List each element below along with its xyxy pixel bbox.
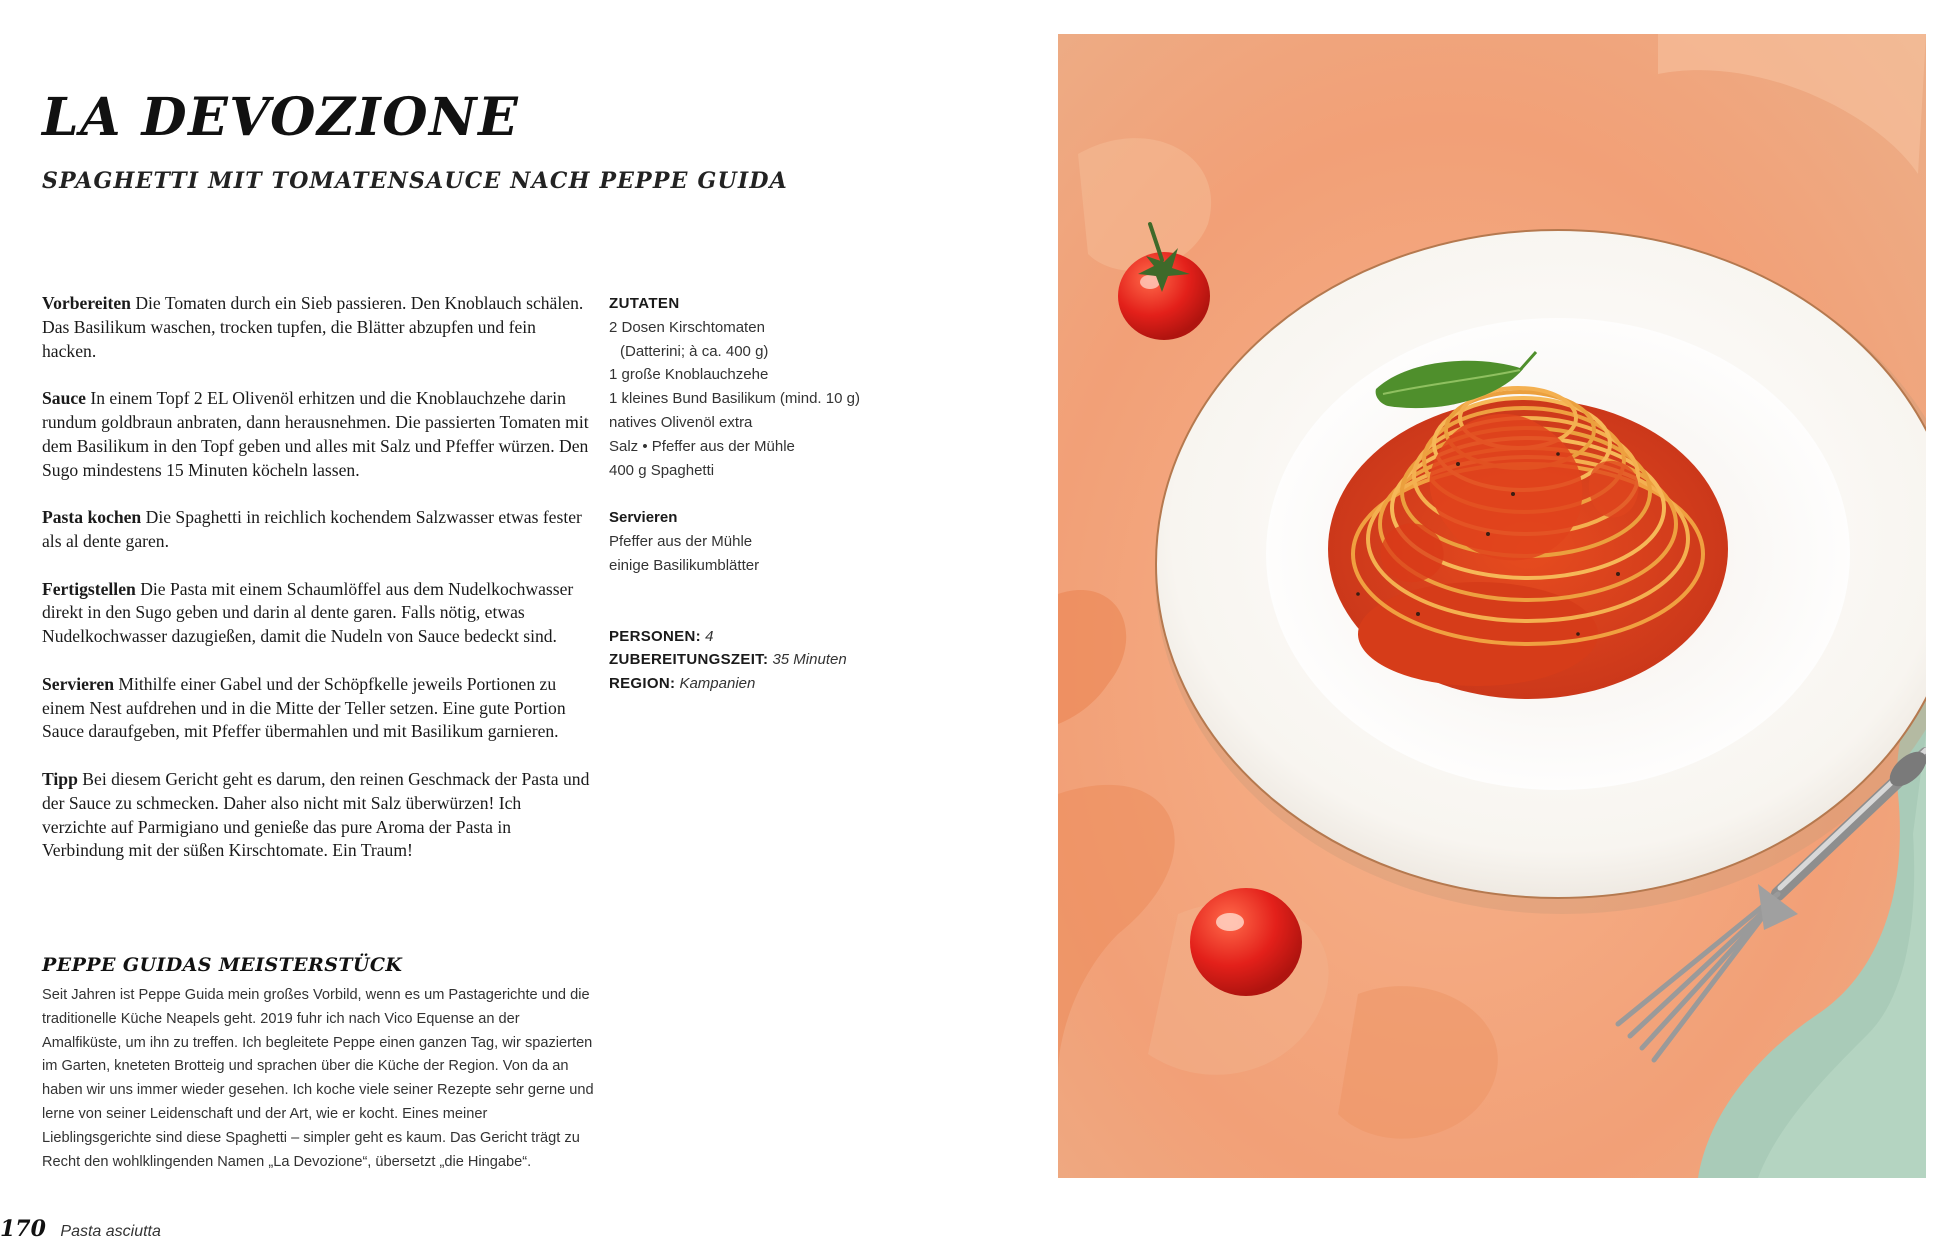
step-text: In einem Topf 2 EL Olivenöl erhitzen und die Knoblauchzehe darin rundum goldbraun anbraten, dann herausnehmen. Die passierten Tomaten mit dem Basilikum in den Topf geben und alles mit Salz und Pfeffer würzen. Den Sugo mindestens 15 Minuten köcheln lassen. (42, 388, 589, 480)
step-label: Vorbereiten (42, 293, 131, 313)
step-label: Fertigstellen (42, 578, 136, 599)
meta-region (609, 672, 869, 696)
step-tip (42, 768, 590, 863)
ingredient-item: 2 Dosen Kirschtomaten (609, 318, 765, 336)
recipe-title: LA DEVOZIONE (42, 87, 520, 148)
page-footer (0, 1216, 161, 1242)
step-sauce (42, 387, 590, 482)
step-label: Tipp (42, 768, 78, 789)
step-label: Pasta kochen (42, 507, 142, 528)
recipe-meta (609, 625, 869, 696)
cherry-tomato-bottom (1190, 888, 1302, 996)
sidebar-story-title: PEPPE GUIDAS MEISTERSTÜCK (42, 954, 403, 976)
page-number: 170 (0, 1216, 46, 1242)
meta-label: ZUBEREITUNGSZEIT: (609, 651, 769, 669)
sidebar-story-text: Seit Jahren ist Peppe Guida mein großes Vorbild, wenn es um Pastagerichte und die traditionelle Küche Neapels geht. 2019 fuhr ich nach Vico Equense an der Amalfiküste, um ihn zu treffen. Ich begleitete Peppe einen ganzen Tag, wir spazierten im Garten, kneteten Brotteig und sprachen über die Küche der Region. Von da an haben wir uns immer wieder gesehen. Ich koche viele seiner Rezepte sehr gerne und lerne von seiner Leidenschaft und der Art, wie er kocht. Eines meiner Lieblingsgerichte sind diese Spaghetti – simpler geht es kaum. Das Gericht trägt zu Recht den wohlklingenden Namen „La Devozione“, übersetzt „die Hingabe“. (42, 987, 594, 1170)
preparation-steps (42, 292, 590, 887)
meta-persons (609, 625, 869, 649)
step-text: Die Pasta mit einem Schaumlöffel aus dem Nudelkochwasser direkt in den Sugo geben und darin al dente garen. Falls nötig, etwas Nudelkochwasser dazugießen, damit die Nudeln von Sauce bedeckt sind. (42, 578, 574, 647)
step-label: Sauce (42, 388, 86, 409)
spaghetti-photo-illustration (1058, 34, 1926, 1178)
ingredient-item: 1 große Knoblauchzehe (609, 366, 769, 384)
meta-time (609, 648, 869, 672)
ingredient-item: (Datterini; à ca. 400 g) (620, 342, 769, 360)
serving-item: Pfeffer aus der Mühle (609, 532, 753, 550)
ingredient-item: 400 g Spaghetti (609, 461, 715, 479)
step-text: Die Spaghetti in reichlich kochendem Salzwasser etwas fester als al dente garen. (42, 507, 582, 551)
ingredient-item: natives Olivenöl extra (609, 413, 753, 431)
recipe-subtitle: SPAGHETTI MIT TOMATENSAUCE NACH PEPPE GUIDA (42, 168, 788, 194)
meta-value: Kampanien (679, 675, 756, 693)
step-text: Die Tomaten durch ein Sieb passieren. Den Knoblauch schälen. Das Basilikum waschen, trocken tupfen, die Blätter abzupfen und fein hacken. (42, 293, 584, 361)
step-label: Servieren (42, 673, 114, 694)
ingredients-column (609, 292, 869, 696)
step-text: Mithilfe einer Gabel und der Schöpfkelle jeweils Portionen zu einem Nest aufdrehen und in die Mitte der Teller setzen. Eine gute Portion Sauce daraufgeben, mit Pfeffer übermahlen und mit Basilikum garnieren. (42, 673, 566, 742)
section-name: Pasta asciutta (60, 1223, 161, 1240)
step-cook-pasta (42, 506, 590, 554)
serving-item: einige Basilikumblätter (609, 556, 760, 574)
serving-heading: Servieren (609, 509, 678, 527)
ingredients-heading: ZUTATEN (609, 295, 680, 312)
meta-value: 35 Minuten (772, 651, 847, 669)
ingredient-item: 1 kleines Bund Basilikum (mind. 10 g) (609, 390, 860, 408)
step-finish (42, 578, 590, 649)
spaghetti-photo (1058, 34, 1926, 1178)
step-text: Bei diesem Gericht geht es darum, den reinen Geschmack der Pasta und der Sauce zu schmecken. Daher also nicht mit Salz überwürzen! Ich verzichte auf Parmigiano und genieße das pure Aroma der Pasta in Verbindung mit der süßen Kirschtomate. Ein Traum! (42, 768, 590, 861)
meta-value: 4 (705, 627, 714, 645)
meta-label: REGION: (609, 675, 676, 693)
ingredient-item: Salz • Pfeffer aus der Mühle (609, 437, 795, 455)
step-prepare (42, 292, 590, 363)
step-serve (42, 673, 590, 744)
meta-label: PERSONEN: (609, 627, 701, 645)
